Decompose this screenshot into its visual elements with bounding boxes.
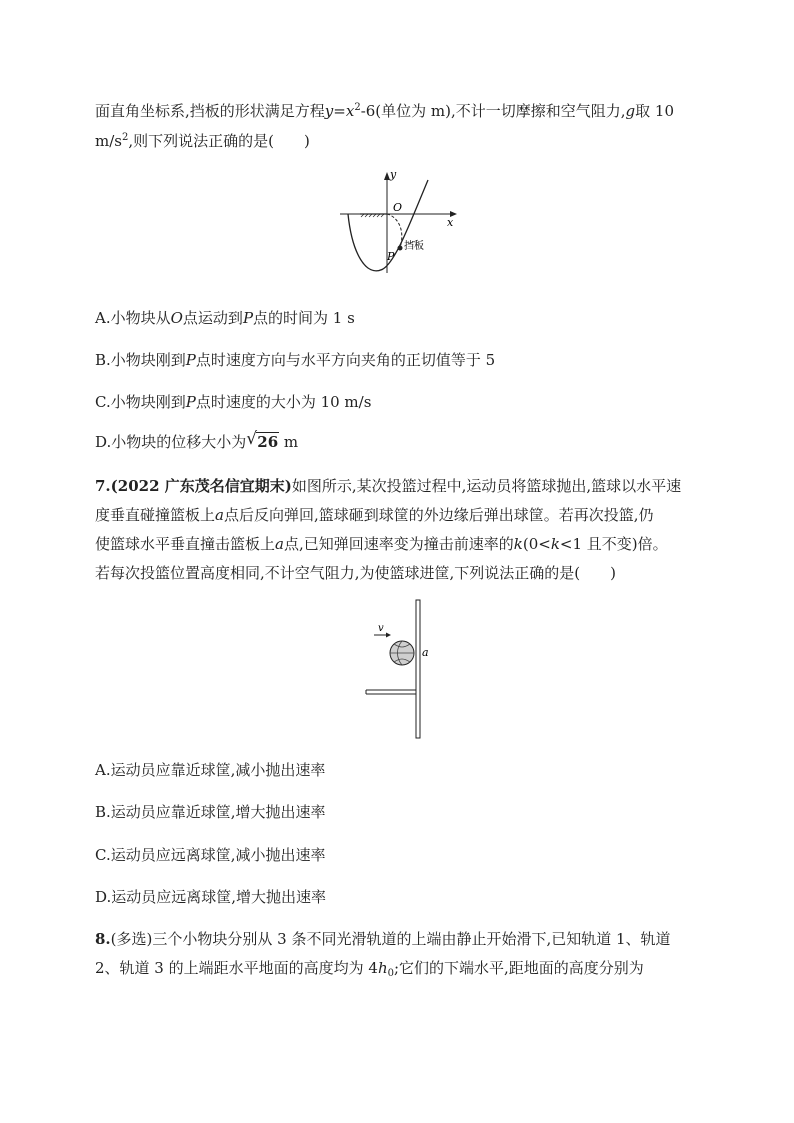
var-a: a <box>215 506 224 524</box>
q7-option-d: D.运动员应远离球筐,增大抛出速率 <box>95 888 327 906</box>
q7-option-b: B.运动员应靠近球筐,增大抛出速率 <box>95 803 326 821</box>
q7-text: 如图所示,某次投篮过程中,运动员将篮球抛出,篮球以水平速 <box>291 477 682 495</box>
var-a: a <box>275 535 284 553</box>
var-p: P <box>185 393 196 411</box>
q7-line2 <box>95 505 654 525</box>
q7-text: 度垂直碰撞篮板上 <box>95 506 216 524</box>
q7-figure <box>360 598 430 740</box>
q6-text: -6(单位为 m),不计一切摩擦和空气阻力, <box>360 102 626 120</box>
option-text: A.小物块从 <box>95 309 171 327</box>
fig-label-v: v <box>378 623 384 634</box>
q6-text: 面直角坐标系,挡板的形状满足方程 <box>95 102 325 120</box>
q6-option-b <box>95 350 495 370</box>
q8-line2 <box>95 958 644 978</box>
q6-line1 <box>95 101 674 121</box>
option-text: 点时速度方向与水平方向夹角的正切值等于 5 <box>195 351 496 369</box>
q8-text: (多选)三个小物块分别从 3 条不同光滑轨道的上端由静止开始滑下,已知轨道 1、轨道 <box>110 930 671 948</box>
fig-label-o: O <box>393 201 403 214</box>
exponent: 2 <box>121 132 129 143</box>
option-text: C.小物块刚到 <box>95 393 186 411</box>
subscript: 0 <box>387 968 394 979</box>
q6-figure <box>330 168 470 280</box>
q6-line2 <box>95 131 310 151</box>
var-x: x <box>345 102 355 120</box>
q7-text: 点,已知弹回速率变为撞击前速率的 <box>283 535 514 553</box>
q7-text: 使篮球水平垂直撞击篮板上 <box>95 535 276 553</box>
var-k: k <box>550 535 560 553</box>
question-number: 7. <box>95 477 111 495</box>
q7-text: <1 且不变)倍。 <box>559 535 668 553</box>
q6-option-a <box>95 308 355 328</box>
option-text: 点的时间为 1 s <box>253 309 355 327</box>
var-k: k <box>513 535 523 553</box>
q7-line4 <box>95 563 616 583</box>
var-p: P <box>242 309 254 327</box>
q8-line1 <box>95 929 671 949</box>
fig-label-y: y <box>390 168 397 181</box>
exponent: 2 <box>354 102 361 113</box>
q7-line1 <box>95 476 681 496</box>
question-number: 8. <box>95 930 111 948</box>
q7-option-a: A.运动员应靠近球筐,减小抛出速率 <box>95 761 326 779</box>
q6-option-c <box>95 392 371 412</box>
fig-label-board: 挡板 <box>404 241 424 252</box>
radicand: 26 <box>257 433 279 451</box>
q7-text: 若每次投篮位置高度相同,不计空气阻力,为使篮球进筐,下列说法正确的是( ) <box>95 564 617 582</box>
question-source: (2022 广东茂名信宜期末) <box>110 477 292 495</box>
option-text: 点时速度的大小为 10 m/s <box>195 393 372 411</box>
option-text: m <box>279 433 299 451</box>
option-text: 点运动到 <box>182 309 243 327</box>
var-y: y <box>324 102 334 120</box>
q7-text: (0< <box>522 535 551 553</box>
q6-text: m/s <box>95 132 122 150</box>
fig-label-p: P <box>387 250 395 263</box>
var-p: P <box>185 351 196 369</box>
q8-text: 2、轨道 3 的上端距水平地面的高度均为 4 <box>95 959 378 977</box>
var-h: h <box>377 959 388 977</box>
fig-label-a: a <box>422 646 429 659</box>
option-text: D.小物块的位移大小为 <box>95 433 247 451</box>
equals-sign: = <box>333 102 346 120</box>
q7-text: 点后反向弹回,篮球砸到球筐的外边缘后弹出球筐。若再次投篮,仍 <box>223 506 654 524</box>
q6-text: 取 10 <box>635 102 675 120</box>
q6-option-d <box>95 429 299 452</box>
q7-option-c: C.运动员应远离球筐,减小抛出速率 <box>95 846 326 864</box>
q6-text: ,则下列说法正确的是( ) <box>128 132 310 150</box>
option-text: B.小物块刚到 <box>95 351 186 369</box>
q7-line3 <box>95 534 668 554</box>
var-g: g <box>625 102 636 120</box>
var-o: O <box>170 309 183 327</box>
q8-text: ;它们的下端水平,距地面的高度分别为 <box>393 959 644 977</box>
fig-label-x: x <box>447 216 454 229</box>
square-root: √ 26 <box>246 429 279 451</box>
